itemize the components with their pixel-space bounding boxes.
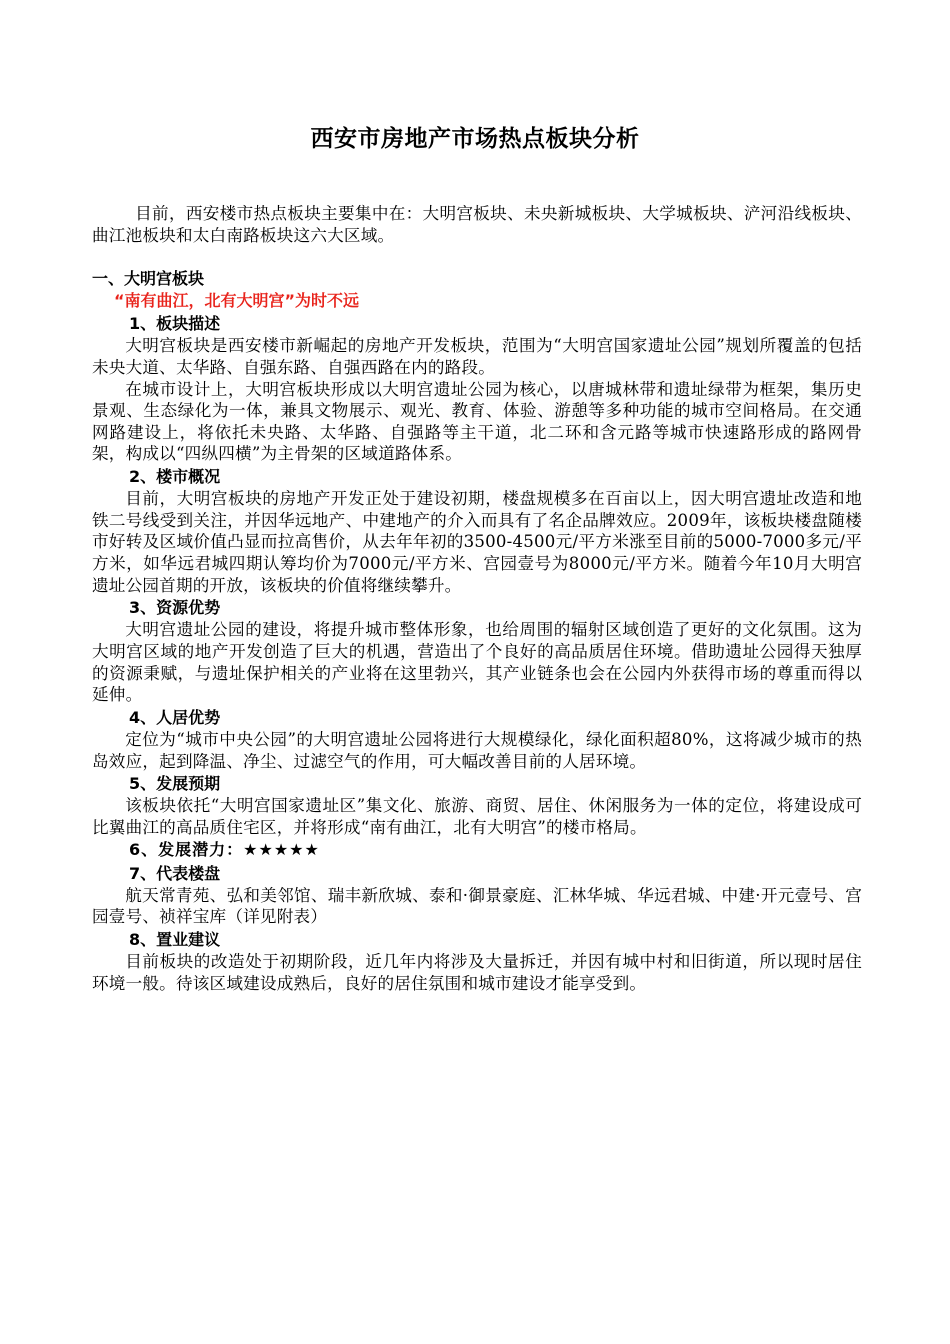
paragraph-8-1: 目前板块的改造处于初期阶段，近几年内将涉及大量拆迁，并因有城中村和旧街道，所以现时居住环境一般。待该区域建设成熟后，良好的居住氛围和城市建设才能享受到。	[92, 952, 862, 993]
paragraph-4-1: 定位为“城市中央公园”的大明宫遗址公园将进行大规模绿化，绿化面积超80%，这将减少城市的热岛效应，起到降温、净尘、过滤空气的作用，可大幅改善目前的人居环境。	[92, 729, 862, 771]
spacer	[92, 246, 862, 268]
subsection-heading-8: 8、置业建议	[129, 930, 221, 950]
subsection-heading-4: 4、人居优势	[129, 707, 221, 727]
subsection-heading-2: 2、楼市概况	[129, 466, 221, 486]
subsection-heading-3: 3、资源优势	[129, 598, 221, 618]
subsection-heading-1: 1、板块描述	[129, 314, 221, 334]
paragraph-3-1: 大明宫遗址公园的建设，将提升城市整体形象，也给周围的辐射区域创造了更好的文化氛围。这为大明宫区域的地产开发创造了巨大的机遇，营造出了个良好的高品质居住环境。借助遗址公园得天独厚的资源秉赋，与遗址保护相关的产业将在这里勃兴，其产业链条也会在公园内外获得市场的尊重而得以延伸。	[92, 620, 862, 705]
section-tagline: “南有曲江，北有大明宫”为时不远	[114, 291, 360, 311]
intro-paragraph: 目前，西安楼市热点板块主要集中在：大明宫板块、未央新城板块、大学城板块、浐河沿线板块、曲江池板块和太白南路板块这六大区域。	[92, 204, 862, 245]
paragraph-5-1: 该板块依托“大明宫国家遗址区”集文化、旅游、商贸、居住、休闲服务为一体的定位，将建设成可比翼曲江的高品质住宅区，并将形成“南有曲江，北有大明宫”的楼市格局。	[92, 796, 862, 837]
paragraph-2-1: 目前，大明宫板块的房地产开发正处于建设初期，楼盘规模多在百亩以上，因大明宫遗址改造和地铁二号线受到关注，并因华远地产、中建地产的介入而具有了名企品牌效应。2009年，该板块楼盘随楼市好转及区域价值凸显而拉高售价，从去年年初的3500-4500元/平方米涨至目前的5000-7000多元/平方米，如华远君城四期认筹均价为7000元/平方米、宫园壹号为8000元/平方米。随着今年10月大明宫遗址公园首期的开放，该板块的价值将继续攀升。	[92, 489, 862, 595]
document-title: 西安市房地产市场热点板块分析	[310, 126, 640, 152]
subsection-heading-5: 5、发展预期	[129, 774, 221, 794]
section-heading: 一、大明宫板块	[92, 269, 205, 289]
paragraph-7-1: 航天常青苑、弘和美邻馆、瑞丰新欣城、泰和·御景豪庭、汇林华城、华远君城、中建·开元壹号、宫园壹号、祯祥宝库（详见附表）	[92, 885, 862, 927]
subsection-heading-7: 7、代表楼盘	[129, 863, 221, 883]
subsection-heading-6-rating: 6、发展潜力：★★★★★	[129, 840, 320, 860]
paragraph-1-1: 大明宫板块是西安楼市新崛起的房地产开发板块，范围为“大明宫国家遗址公园”规划所覆盖的包括未央大道、太华路、自强东路、自强西路在内的路段。	[92, 336, 862, 377]
paragraph-1-2: 在城市设计上，大明宫板块形成以大明宫遗址公园为核心，以唐城林带和遗址绿带为框架，集历史景观、生态绿化为一体，兼具文物展示、观光、教育、体验、游憩等多种功能的城市空间格局。在交通网路建设上，将依托未央路、太华路、自强路等主干道，北二环和含元路等城市快速路形成的路网骨架，构成以“四纵四横”为主骨架的区域道路体系。	[92, 379, 862, 464]
document-body	[92, 203, 862, 994]
